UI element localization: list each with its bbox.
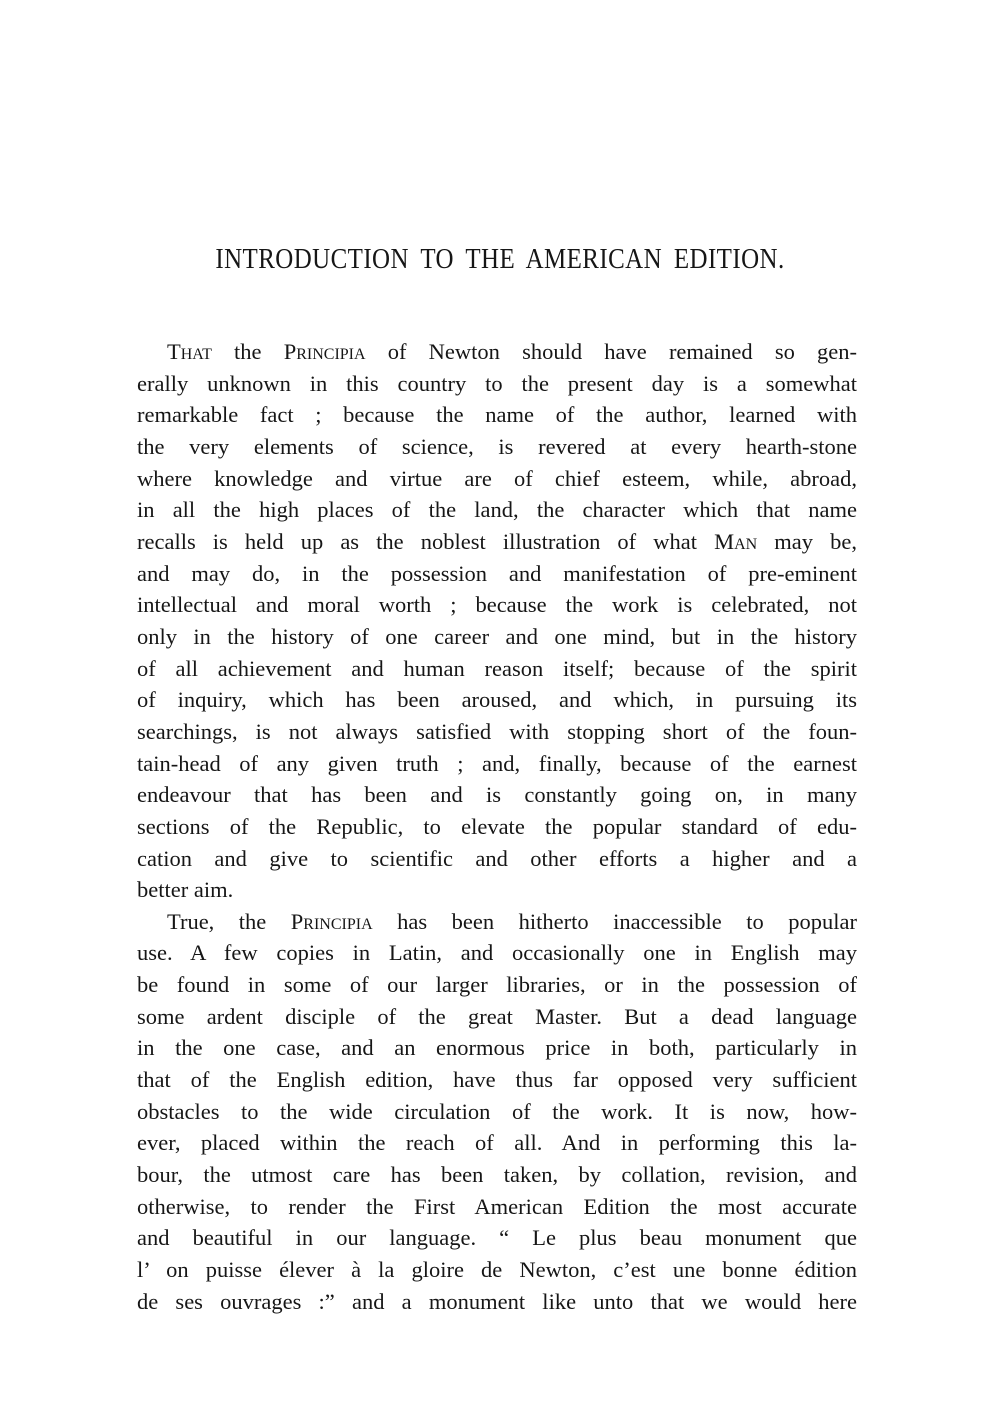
text-line (137, 684, 857, 716)
text-line (137, 526, 857, 558)
text-line (137, 811, 857, 843)
text-line (137, 431, 857, 463)
text-segment: of inquiry, which has been aroused, and which, in pursuing its (137, 687, 857, 713)
body-text (137, 336, 857, 1317)
text-segment: intellectual and moral worth ; because the work is celebrated, not (137, 592, 857, 618)
text-line (137, 558, 857, 590)
text-line (137, 399, 857, 431)
text-line (137, 1159, 857, 1191)
small-caps-text: That (167, 339, 212, 364)
text-line (137, 1064, 857, 1096)
text-segment: True, the (167, 908, 291, 934)
small-caps-text: Principia (283, 339, 366, 364)
text-segment: of Newton should have remained so gen- (365, 339, 857, 364)
text-segment: cation and give to scientific and other efforts a higher and a (137, 845, 857, 871)
text-line (137, 874, 857, 906)
text-line (137, 368, 857, 400)
text-segment: obstacles to the wide circulation of the work. It is now, how- (137, 1098, 857, 1124)
text-segment: and may do, in the possession and manifestation of pre-eminent (137, 560, 857, 586)
text-line (137, 463, 857, 495)
text-segment: some ardent disciple of the great Master. But a dead language (137, 1003, 857, 1029)
text-line (137, 716, 857, 748)
text-line (137, 969, 857, 1001)
text-segment: recalls is held up as the noblest illustration of what (137, 528, 715, 554)
small-caps-text: Principia (290, 908, 373, 934)
text-segment: bour, the utmost care has been taken, by collation, revision, and (137, 1162, 857, 1188)
text-segment: otherwise, to render the First American Edition the most accurate (137, 1193, 857, 1219)
text-segment: of all achievement and human reason itself; because of the spirit (137, 655, 857, 681)
text-segment: and beautiful in our language. “ Le plus beau monument que (137, 1225, 857, 1251)
text-segment: remarkable fact ; because the name of the author, learned with (137, 402, 857, 428)
text-segment: may be, (757, 528, 857, 554)
text-line (137, 748, 857, 780)
text-segment: ever, placed within the reach of all. And in performing this la- (137, 1130, 857, 1156)
text-line (137, 1001, 857, 1033)
text-segment: be found in some of our larger libraries, or in the possession of (137, 972, 857, 998)
text-segment: tain-head of any given truth ; and, finally, because of the earnest (137, 750, 857, 776)
text-line (137, 1032, 857, 1064)
text-line (137, 1191, 857, 1223)
text-segment: sections of the Republic, to elevate the popular standard of edu- (137, 813, 857, 839)
text-segment: where knowledge and virtue are of chief esteem, while, abroad, (137, 465, 857, 491)
text-segment: searchings, is not always satisfied with stopping short of the foun- (137, 718, 857, 744)
text-segment: erally unknown in this country to the present day is a somewhat (137, 370, 857, 396)
text-segment: in the one case, and an enormous price in both, particularly in (137, 1035, 857, 1061)
text-line (137, 1254, 857, 1286)
text-line (137, 779, 857, 811)
text-line (137, 1286, 857, 1318)
text-line (137, 1096, 857, 1128)
text-line (137, 589, 857, 621)
text-line (137, 653, 857, 685)
text-segment: that of the English edition, have thus far opposed very sufficient (137, 1067, 857, 1093)
text-line (137, 906, 857, 938)
text-line (137, 843, 857, 875)
text-line (137, 937, 857, 969)
text-segment: endeavour that has been and is constantly going on, in many (137, 782, 857, 808)
text-segment: only in the history of one career and one mind, but in the history (137, 623, 857, 649)
text-line (137, 621, 857, 653)
text-line (137, 1222, 857, 1254)
text-segment: l’ on puisse élever à la gloire de Newton, c’est une bonne édition (137, 1257, 857, 1283)
text-segment: has been hitherto inaccessible to popular (372, 908, 858, 934)
text-segment: better aim. (137, 877, 234, 903)
page-title: INTRODUCTION TO THE AMERICAN EDITION. (215, 243, 785, 275)
small-caps-text: Man (714, 528, 758, 554)
text-line (137, 336, 857, 368)
text-segment: the (211, 339, 284, 364)
text-segment: the very elements of science, is revered at every hearth-stone (137, 433, 857, 459)
text-line (137, 494, 857, 526)
text-segment: de ses ouvrages :” and a monument like unto that we would here (137, 1288, 857, 1314)
text-segment: use. A few copies in Latin, and occasionally one in English may (137, 940, 857, 966)
text-segment: in all the high places of the land, the character which that name (137, 497, 857, 523)
text-line (137, 1127, 857, 1159)
